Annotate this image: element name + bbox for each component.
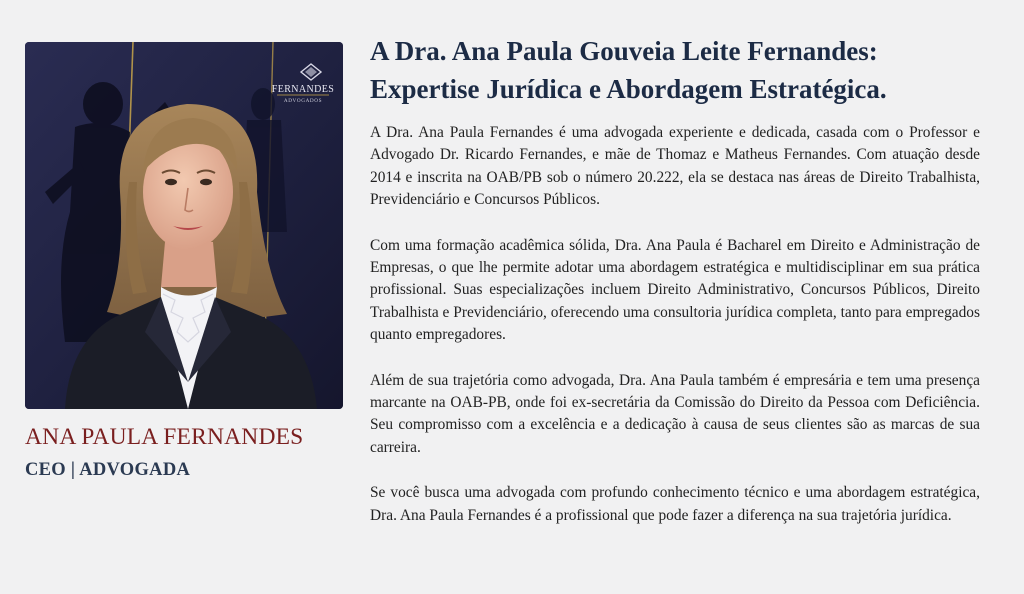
profile-name: ANA PAULA FERNANDES xyxy=(25,424,304,450)
article-paragraph-4: Se você busca uma advogada com profundo conhecimento técnico e uma abordagem estratégica, Dra. Ana Paula Fernandes é a profissional que pode fazer a diferença na sua trajetória jurídica. xyxy=(370,484,980,524)
article-paragraph-3: Além de sua trajetória como advogada, Dra. Ana Paula também é empresária e tem uma presença marcante na OAB-PB, onde foi ex-secretária da Comissão do Direito da Pessoa com Deficiência. Seu compromisso com a excelência e a dedicação à causa de seus clientes são as marcas de sua carreira. xyxy=(370,371,980,456)
logo-subtitle-text: ADVOGADOS xyxy=(283,98,323,104)
article-title-line-2: Expertise Jurídica e Abordagem Estratégica. xyxy=(370,74,887,104)
profile-role: CEO | ADVOGADA xyxy=(25,460,191,480)
article-content xyxy=(370,32,980,550)
logo-brand-text: FERNANDES xyxy=(271,84,335,95)
article-paragraph-1: A Dra. Ana Paula Fernandes é uma advogada experiente e dedicada, casada com o Professor e Advogado Dr. Ricardo Fernandes, e mãe de Thomaz e Matheus Fernandes. Com atuação desde 2014 e inscrita na OAB/PB sob o número 20.222, ela se destaca nas áreas de Direito Trabalhista, Previdenciário e Concursos Públicos. xyxy=(370,124,980,209)
article-title xyxy=(370,32,980,108)
profile-photo xyxy=(25,42,343,409)
article-title-line-1: A Dra. Ana Paula Gouveia Leite Fernandes: xyxy=(370,36,878,66)
article-paragraph-2: Com uma formação acadêmica sólida, Dra. Ana Paula é Bacharel em Direito e Administração de Empresas, o que lhe permite adotar uma abordagem estratégica e multidisciplinar em sua prática profissional. Suas especializações incluem Direito Administrativo, Concursos Públicos, Direito Trabalhista e Previdenciário, oferecendo uma consultoria jurídica completa, tanto para empregados quanto empregadores. xyxy=(370,236,980,344)
